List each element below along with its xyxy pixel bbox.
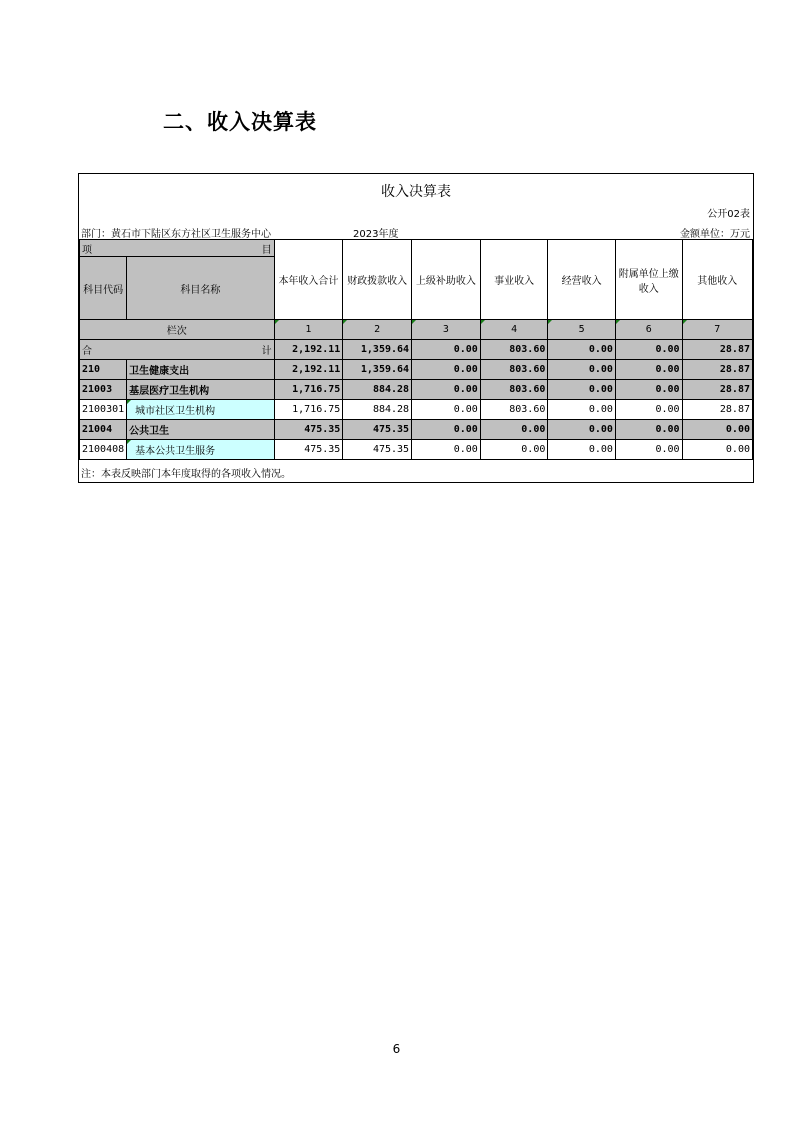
row-value: 884.28 xyxy=(343,380,412,400)
department-label: 部门：黄石市下陆区东方社区卫生服务中心 xyxy=(81,229,271,240)
table-row xyxy=(80,440,753,460)
row-value: 475.35 xyxy=(274,440,343,460)
row-value: 1,359.64 xyxy=(343,360,412,380)
row-value: 0.00 xyxy=(682,420,752,440)
total-label-left: 合 xyxy=(82,346,92,357)
item-header-right: 目 xyxy=(261,244,272,256)
column-no-7: 7 xyxy=(682,320,752,340)
row-value: 0.00 xyxy=(548,400,616,420)
column-no-1: 1 xyxy=(274,320,343,340)
row-value: 0.00 xyxy=(682,440,752,460)
row-value: 0.00 xyxy=(480,440,548,460)
item-header xyxy=(80,240,275,257)
row-name: 卫生健康支出 xyxy=(127,360,274,380)
item-header-left: 项 xyxy=(82,244,92,256)
row-value: 803.60 xyxy=(480,360,548,380)
row-value: 0.00 xyxy=(615,440,682,460)
page-heading: 二、收入决算表 xyxy=(163,110,317,134)
row-value: 803.60 xyxy=(480,380,548,400)
total-label xyxy=(80,340,275,360)
col-header-3: 上级补助收入 xyxy=(412,240,481,320)
total-label-right: 计 xyxy=(261,346,272,357)
row-value: 475.35 xyxy=(343,420,412,440)
row-value: 0.00 xyxy=(548,360,616,380)
table-row xyxy=(80,360,753,380)
code-header: 科目代码 xyxy=(80,257,127,320)
total-value: 2,192.11 xyxy=(274,340,343,360)
year-label: 2023年度 xyxy=(353,229,399,240)
row-value: 28.87 xyxy=(682,380,752,400)
col-header-4: 事业收入 xyxy=(480,240,548,320)
table-row xyxy=(80,380,753,400)
total-value: 0.00 xyxy=(615,340,682,360)
row-value: 0.00 xyxy=(412,440,481,460)
row-value: 0.00 xyxy=(615,400,682,420)
table-title: 收入决算表 xyxy=(381,184,451,200)
col-header-1: 本年收入合计 xyxy=(274,240,343,320)
column-no-3: 3 xyxy=(412,320,481,340)
column-no-4: 4 xyxy=(480,320,548,340)
row-name: 基本公共卫生服务 xyxy=(127,440,274,460)
col-header-6: 附属单位上缴收入 xyxy=(615,240,682,320)
row-name: 公共卫生 xyxy=(127,420,274,440)
page-number: 6 xyxy=(392,1042,401,1056)
row-code: 210 xyxy=(80,360,127,380)
row-value: 884.28 xyxy=(343,400,412,420)
row-code: 2100301 xyxy=(80,400,127,420)
total-value: 28.87 xyxy=(682,340,752,360)
row-value: 28.87 xyxy=(682,400,752,420)
row-value: 0.00 xyxy=(548,440,616,460)
row-code: 2100408 xyxy=(80,440,127,460)
row-value: 2,192.11 xyxy=(274,360,343,380)
income-statement-frame xyxy=(78,173,754,483)
table-row xyxy=(80,420,753,440)
col-header-7: 其他收入 xyxy=(682,240,752,320)
income-table xyxy=(79,239,753,460)
row-value: 0.00 xyxy=(412,400,481,420)
row-value: 0.00 xyxy=(548,420,616,440)
row-value: 0.00 xyxy=(412,420,481,440)
row-code: 21004 xyxy=(80,420,127,440)
total-value: 0.00 xyxy=(412,340,481,360)
row-value: 475.35 xyxy=(274,420,343,440)
row-value: 0.00 xyxy=(615,360,682,380)
row-value: 0.00 xyxy=(615,420,682,440)
row-name: 城市社区卫生机构 xyxy=(127,400,274,420)
row-value: 0.00 xyxy=(412,380,481,400)
row-value: 0.00 xyxy=(548,380,616,400)
unit-label: 金额单位：万元 xyxy=(680,229,750,240)
row-code: 21003 xyxy=(80,380,127,400)
row-value: 803.60 xyxy=(480,400,548,420)
column-no-5: 5 xyxy=(548,320,616,340)
name-header: 科目名称 xyxy=(127,257,274,320)
row-value: 1,716.75 xyxy=(274,380,343,400)
col-header-5: 经营收入 xyxy=(548,240,616,320)
total-value: 1,359.64 xyxy=(343,340,412,360)
row-value: 28.87 xyxy=(682,360,752,380)
row-name: 基层医疗卫生机构 xyxy=(127,380,274,400)
row-value: 0.00 xyxy=(615,380,682,400)
row-value: 0.00 xyxy=(412,360,481,380)
table-note: 注：本表反映部门本年度取得的各项收入情况。 xyxy=(81,469,291,480)
column-no-label: 栏次 xyxy=(80,320,275,340)
column-no-2: 2 xyxy=(343,320,412,340)
column-no-6: 6 xyxy=(615,320,682,340)
total-value: 0.00 xyxy=(548,340,616,360)
col-header-2: 财政拨款收入 xyxy=(343,240,412,320)
form-code: 公开02表 xyxy=(707,209,750,220)
total-value: 803.60 xyxy=(480,340,548,360)
row-value: 1,716.75 xyxy=(274,400,343,420)
table-row xyxy=(80,400,753,420)
row-value: 475.35 xyxy=(343,440,412,460)
total-row xyxy=(80,340,753,360)
row-value: 0.00 xyxy=(480,420,548,440)
